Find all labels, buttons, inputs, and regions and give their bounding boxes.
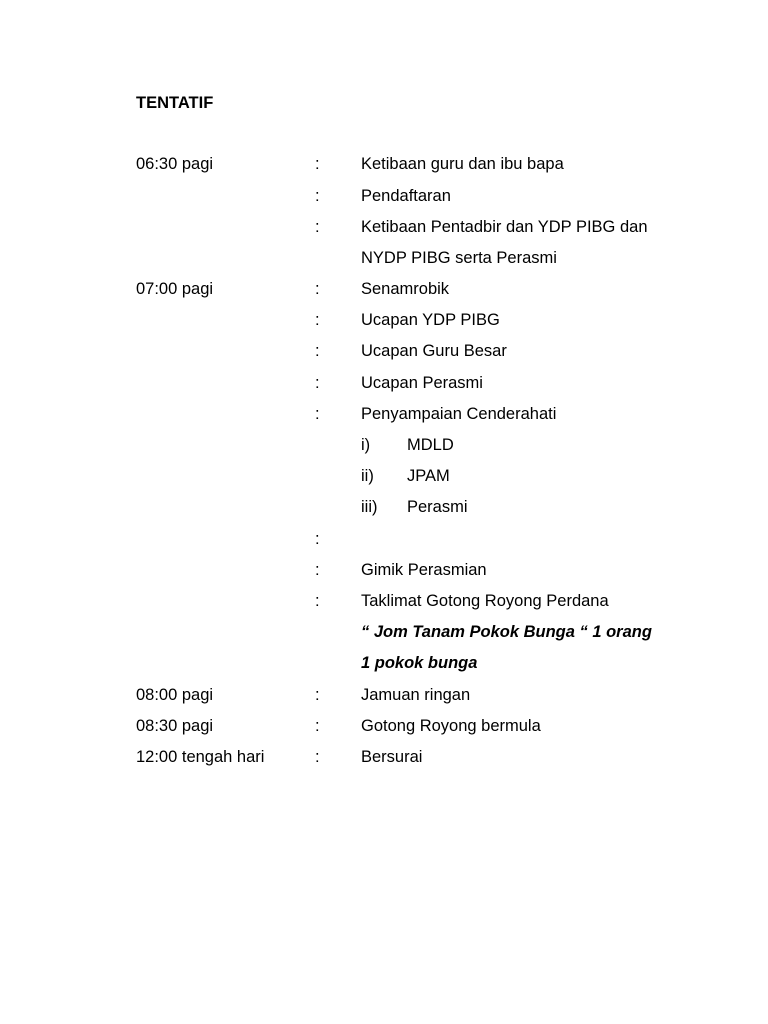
schedule-colon: : — [315, 218, 320, 236]
schedule-time: 07:00 pagi — [136, 280, 214, 298]
schedule-row — [0, 280, 768, 304]
schedule-row — [0, 654, 768, 678]
cenderahati-number: i) — [361, 436, 371, 454]
schedule-row — [0, 686, 768, 710]
schedule-description: NYDP PIBG serta Perasmi — [361, 249, 557, 267]
schedule-description: Ketibaan Pentadbir dan YDP PIBG dan — [361, 218, 648, 236]
schedule-colon: : — [315, 342, 320, 360]
schedule-description: Senamrobik — [361, 280, 450, 298]
schedule-row — [0, 530, 768, 554]
schedule-row — [0, 249, 768, 273]
schedule-row — [0, 155, 768, 179]
schedule-description: Ucapan Perasmi — [361, 374, 483, 392]
schedule-row — [0, 218, 768, 242]
schedule-colon: : — [315, 405, 320, 423]
schedule-row — [0, 187, 768, 211]
document-title: TENTATIF — [136, 94, 214, 112]
schedule-row — [0, 748, 768, 772]
schedule-time: 08:30 pagi — [136, 717, 214, 735]
schedule-colon: : — [315, 530, 320, 548]
schedule-colon: : — [315, 748, 320, 766]
schedule-row — [0, 342, 768, 366]
schedule-description: Pendaftaran — [361, 187, 451, 205]
schedule-time: 12:00 tengah hari — [136, 748, 265, 766]
schedule-colon: : — [315, 280, 320, 298]
cenderahati-number: iii) — [361, 498, 378, 516]
cenderahati-label: MDLD — [407, 436, 454, 454]
schedule-row — [0, 592, 768, 616]
schedule-description: Jamuan ringan — [361, 686, 471, 704]
schedule-description: Taklimat Gotong Royong Perdana — [361, 592, 609, 610]
cenderahati-label: Perasmi — [407, 498, 468, 516]
schedule-colon: : — [315, 717, 320, 735]
slogan-line: 1 pokok bunga — [361, 654, 478, 672]
schedule-colon: : — [315, 311, 320, 329]
cenderahati-label: JPAM — [407, 467, 450, 485]
schedule-description: Ucapan Guru Besar — [361, 342, 507, 360]
schedule-time: 08:00 pagi — [136, 686, 214, 704]
schedule-description: Bersurai — [361, 748, 423, 766]
schedule-colon: : — [315, 561, 320, 579]
schedule-description: Ucapan YDP PIBG — [361, 311, 500, 329]
schedule-colon: : — [315, 374, 320, 392]
schedule-description: Ketibaan guru dan ibu bapa — [361, 155, 564, 173]
schedule-row — [0, 311, 768, 335]
schedule-colon: : — [315, 686, 320, 704]
schedule-colon: : — [315, 187, 320, 205]
slogan-line: “ Jom Tanam Pokok Bunga “ 1 orang — [361, 623, 652, 641]
schedule-description: Penyampaian Cenderahati — [361, 405, 557, 423]
cenderahati-number: ii) — [361, 467, 374, 485]
schedule-row — [0, 717, 768, 741]
schedule-time: 06:30 pagi — [136, 155, 214, 173]
cenderahati-item — [0, 436, 768, 460]
schedule-description: Gotong Royong bermula — [361, 717, 541, 735]
schedule-colon: : — [315, 592, 320, 610]
schedule-row — [0, 561, 768, 585]
cenderahati-item — [0, 498, 768, 522]
schedule-row — [0, 405, 768, 429]
cenderahati-item — [0, 467, 768, 491]
schedule-row — [0, 623, 768, 647]
schedule-row — [0, 374, 768, 398]
schedule-colon: : — [315, 155, 320, 173]
schedule-description: Gimik Perasmian — [361, 561, 487, 579]
